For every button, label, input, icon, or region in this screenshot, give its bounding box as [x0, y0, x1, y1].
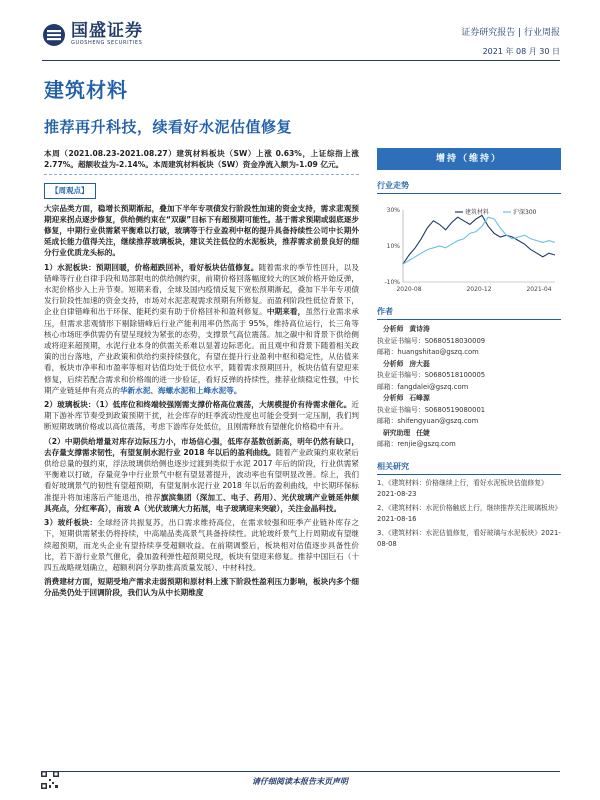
analyst-name: 分析师 黄诗涛	[383, 325, 430, 333]
y-tick-label: -10%	[384, 279, 400, 286]
analyst-email: 邮箱：huangshitao@gszq.com	[377, 348, 479, 356]
section-cement: 1）水泥板块：预期回暖，价格超跌回补，看好板块估值修复。随着需求的季节性回升，以及错峰等行业自律手段和局部限电的供给侧约束，前期价格回落幅度较大的区域价格开始反弹，水泥价格步入上升节奏。短期来看，全球及国内疫情反复下宽松预期渐起，叠加下半年专项债发行阶段性加速的资金支持，市场对水泥悲观需求预期有所修复。而盈利阶段性低位背景下，企业自律错峰和出于环保、能耗约束有助于价格回补和盈利修复。中期来看，虽然行业需求承压，但需求悲观情形下剔除错峰后行业产能利用率仍然高于 95%，维持高位运行，长三角等核心市场旺季供需仍有望呈现较为紧张的态势，支撑景气高位震荡。加之碳中和背景下供给侧或将迎来超预期，水泥行业本身的供需关系难以显著边际恶化。而且观中和背景下随着相关政策的出台落地，产业政策和供给约束持续强化，有望在提升行业盈利中枢和稳定性，从估值来看，板块市净率和市盈率等相对估值均处于低位水平，随着需求预期回升，板块估值有望迎来修复，后续若配合需求和价格端的进一步验证，看好反弹的持续性，推荐业绩稳定性强，中长期产业链延伸有亮点的华新水泥、海螺水泥和上峰水泥等。	[44, 262, 360, 395]
analyst-heading: 作者	[377, 306, 561, 320]
analyst-name: 分析师 房大磊	[383, 359, 430, 368]
related-item[interactable]: 1、《建筑材料：价格继续上行，看好水泥板块估值修复》2021-08-23	[377, 478, 548, 498]
series-line-2	[403, 217, 555, 264]
logo-subtext: GUOSHENG SECURITIES	[71, 40, 143, 46]
y-tick-label: 10%	[386, 243, 400, 250]
section-fiberglass: 3）玻纤板块：全球经济共振复苏，出口需求维持高位，在需求较强和旺季产业链补库存之下，短期供需紧张仍将持续，中高端品类高景气具备持续性。此轮玻纤景气上行周期或有望继续超预期，而龙头企业有望持续享受超额收益。在前期调整后，板块相对估值逐步具备性价比，若下游行业景气催化，叠加盈利弹性超预期兑现，板块有望迎来修复。推荐中国巨石（十四五战略规划确立，超额利润分享助推高质量发展）、中材科技。	[44, 518, 359, 572]
sidebar	[377, 148, 561, 550]
analyst-cert: 执业证书编号：S0680518030009	[377, 336, 486, 345]
weekly-summary: 本周（2021.08.23-2021.08.27）建筑材料板块（SW）上涨 0.63%，上证综指上涨 2.77%。超额收益为-2.14%。本周建筑材料板块（SW）资金净流入额为-1.09 亿元。	[44, 149, 359, 170]
trend-heading: 行业走势	[377, 180, 561, 194]
sector-title: 建筑材料	[44, 78, 128, 102]
analyst-cert: 执业证书编号：S0680519080001	[377, 405, 486, 414]
header-divider	[42, 60, 560, 61]
trend-chart-svg	[377, 202, 561, 296]
footer-divider	[42, 771, 560, 772]
section-glass-2: （2）中期供给增量对库存边际压力小，市场信心强，低库存基数创新高，明年仍然有缺口，去存量支撑需求韧性，有望复制水泥行业 2018 年以后的盈利曲线。随着产业政策约束收紧后供给总量的强约束，浮法玻璃供给侧也逐步过渡到类似于水泥 2017 年后的阶段，行业供需紧平衡难以打破，存量竞争中行业景气中枢有望显著提升，波动率也有望明显改善。综上，我们看好玻璃景气的韧性有望超预期，有望复制水泥行业 2018 年以后的盈利曲线，中长期环保标准提升将加速落后产能退出，推荐旗滨集团（深加工、电子、药用）、光伏玻璃产业链延伸颇具亮点，分红率高），南玻 A（光伏玻璃大力拓展，电子玻璃迎来突破），关注金晶科技。	[44, 436, 360, 513]
related-heading: 相关研究	[377, 461, 561, 475]
analyst-name: 分析师 石峰源	[383, 394, 430, 402]
x-tick-label: 2021-04	[526, 286, 552, 293]
report-type: 证券研究报告 | 行业周报	[461, 28, 560, 38]
section-consumer: 消费建材方面，短期受地产需求走弱预期和原材料上涨下阶段性盈利压力影响，板块内多个细分品类仍处于回调阶段，我们认为从中长期维度	[44, 577, 359, 598]
logo	[42, 22, 143, 47]
report-date: 2021 年 08 月 30 日	[482, 47, 560, 56]
legend-label: 建筑材料	[465, 209, 490, 216]
analyst-email: 邮箱：fangdalei@gszq.com	[377, 382, 469, 391]
footer-notice: 请仔细阅读本报告末页声明	[252, 777, 348, 786]
analyst-cert: 执业证书编号：S0680518100005	[377, 371, 486, 379]
related-item[interactable]: 3、《建筑材料：水泥估值修复，看好玻璃与水泥板块》2021-08-08	[377, 528, 561, 548]
y-tick-label: 30%	[386, 207, 400, 214]
analyst-email: 邮箱：shifengyuan@gszq.com	[377, 417, 479, 425]
analyst-name: 研究助理 任婕	[383, 428, 430, 437]
report-title: 推荐再升科技，续看好水泥估值修复	[44, 118, 293, 136]
logo-text: 国盛证券	[71, 21, 143, 41]
points-heading: 【周观点】	[44, 183, 96, 198]
section-glass: 2）玻璃板块：（1）低库位和终端较强刚需支撑价格高位震荡，大规模提价有待需求催化。近期下游补库节奏受到政策预期干扰，社会库存的旺季流动性度也可能会受到一定压制，我们判断短期玻璃价格或以高位震荡，考虑下游库存处低位，且刚需释放有望催化价格稳中有升。	[44, 400, 359, 432]
x-tick-label: 2020-08	[396, 286, 422, 293]
x-tick-label: 2020-12	[466, 286, 492, 293]
logo-emblem-icon	[42, 23, 66, 47]
related-list	[377, 478, 561, 550]
divider	[44, 174, 359, 175]
analyst-email: 邮箱：renjie@gszq.com	[377, 440, 456, 448]
rating-badge: 增持（维持）	[377, 148, 561, 170]
related-item[interactable]: 2、《建筑材料：水泥价格触底上行，继续推荐关注玻璃板块》2021-08-16	[377, 503, 559, 523]
legend-label: 沪深300	[513, 209, 537, 216]
main-column	[44, 148, 359, 602]
analyst-list	[377, 324, 561, 451]
intro-paragraph: 大宗品类方面，稳增长预期渐起，叠加下半年专项债发行阶段性加速的资金支持，需求悲观预期迎来拐点逐步修复，供给侧约束在“双碳”目标下有超预期可能性。基于需求预期或弱底逐步修复，中期行业供需紧平衡难以打破，玻璃等于行业盈利中枢的提升具备持续性公司中长期外延成长能力值得关注，继续推荐玻璃板块，建议关注低位的水泥板块，推荐需求前景良好的细分行业优质龙头标的。	[44, 203, 359, 258]
trend-chart	[377, 202, 561, 296]
